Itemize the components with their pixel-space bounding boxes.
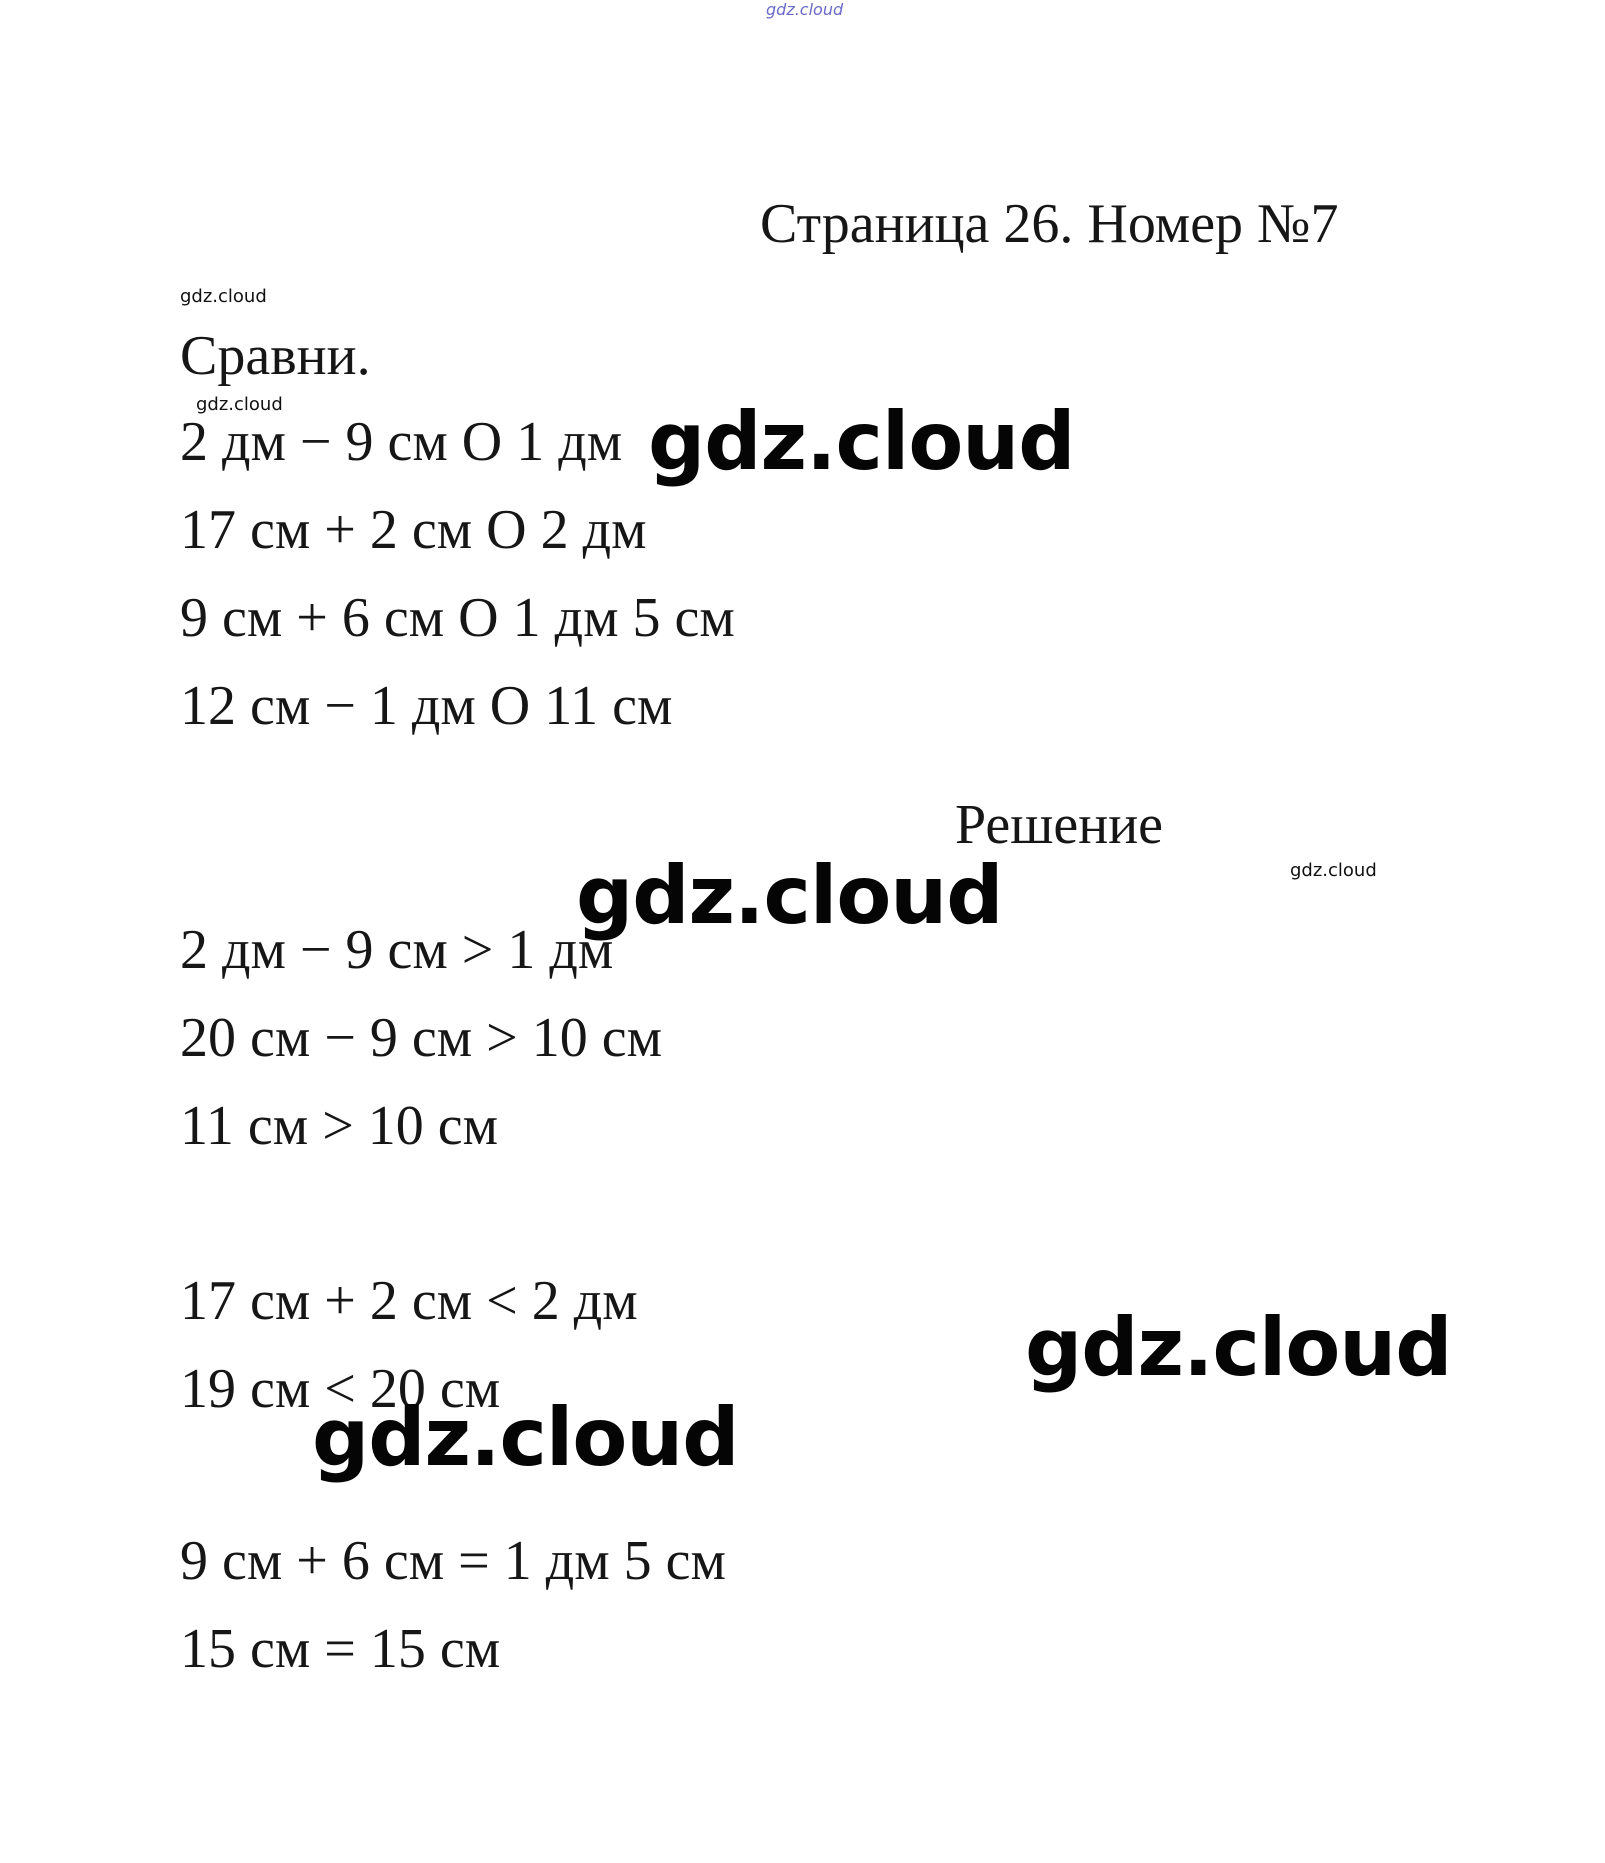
watermark-large-4: gdz.cloud [312,1391,739,1484]
problem-1: 2 дм − 9 см O 1 дм [180,411,623,473]
solution-2-line-1: 17 см + 2 см < 2 дм [180,1270,638,1332]
solution-1-line-1: 2 дм − 9 см > 1 дм [180,919,614,981]
solution-heading: Решение [955,794,1164,856]
problem-4: 12 см − 1 дм O 11 см [180,675,673,737]
solution-1-line-2: 20 см − 9 см > 10 см [180,1007,663,1069]
watermark-small-3: gdz.cloud [1290,860,1377,881]
watermark-top: gdz.cloud [766,0,844,19]
watermark-large-3: gdz.cloud [1025,1301,1452,1394]
solution-3-line-2: 15 см = 15 см [180,1618,501,1680]
page-title: Страница 26. Номер №7 [760,193,1339,255]
task-instruction: Сравни. [180,325,371,387]
watermark-large-2: gdz.cloud [576,849,1003,942]
solution-3-line-1: 9 см + 6 см = 1 дм 5 см [180,1530,726,1592]
watermark-large-1: gdz.cloud [648,395,1075,488]
problem-2: 17 см + 2 см O 2 дм [180,499,647,561]
problem-3: 9 см + 6 см O 1 дм 5 см [180,587,735,649]
solution-1-line-3: 11 см > 10 см [180,1095,499,1157]
solution-2-line-2: 19 см < 20 см [180,1358,501,1420]
watermark-small-2: gdz.cloud [196,394,283,415]
watermark-small-1: gdz.cloud [180,286,267,307]
